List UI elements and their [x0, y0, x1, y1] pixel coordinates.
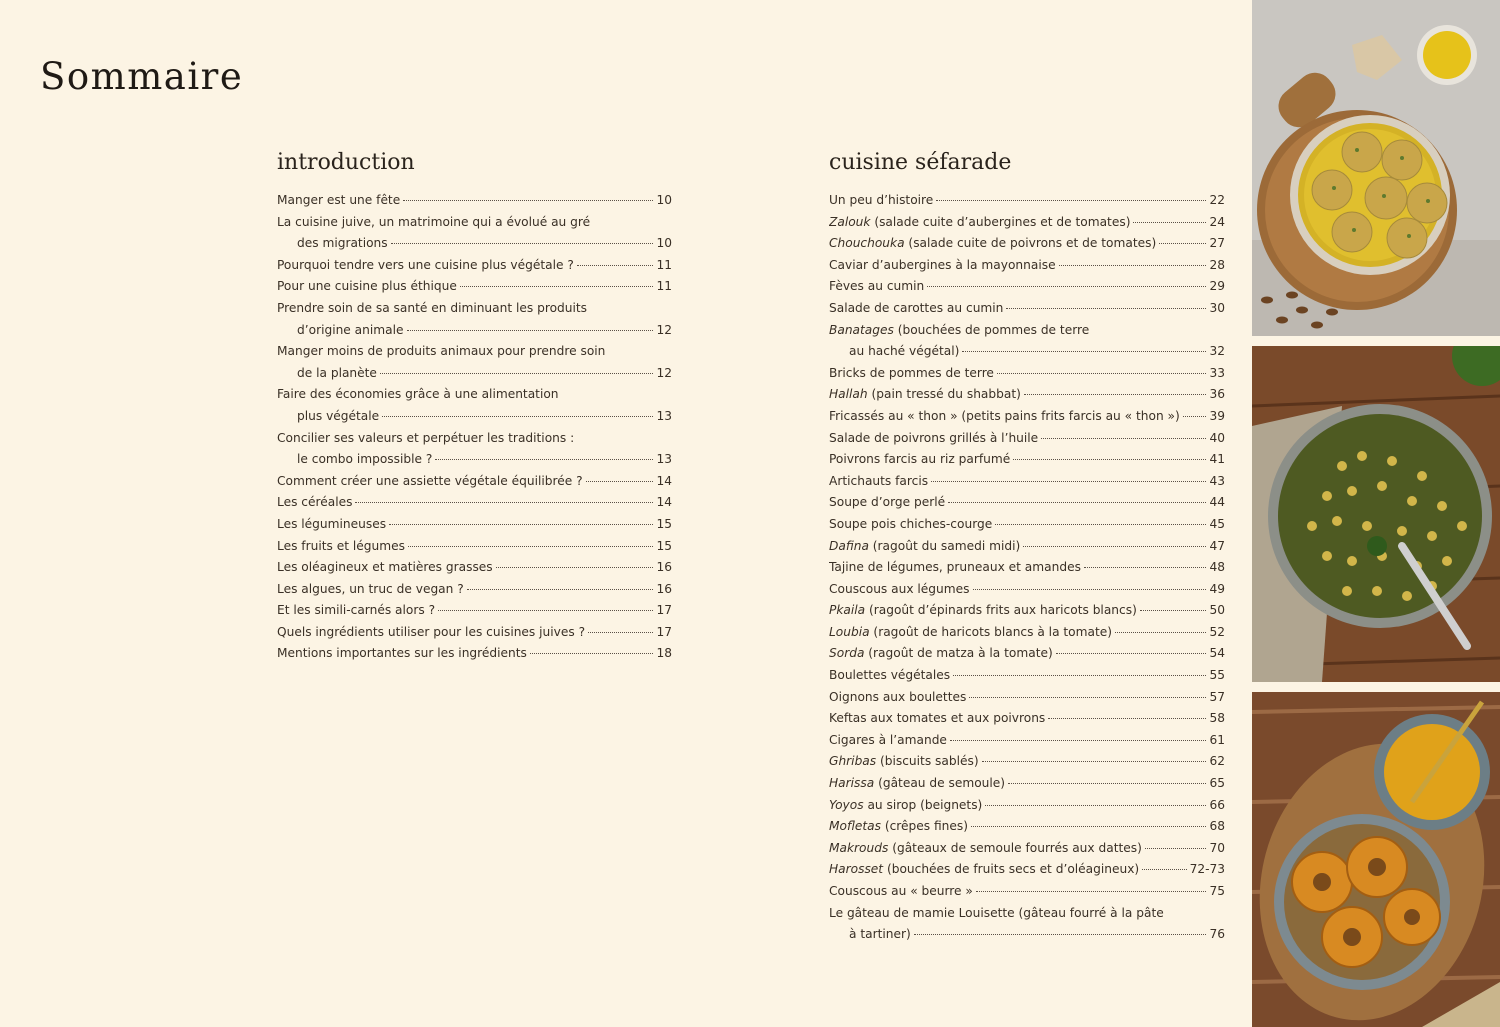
dot-leader: [1084, 567, 1207, 568]
entry-title-text: Soupe pois chiches-courge: [829, 516, 993, 531]
entry-title: [829, 579, 970, 601]
entry-title: [277, 341, 605, 363]
entry-page-number: 65: [1209, 776, 1225, 791]
entry-title-text: Boulettes végétales: [829, 668, 951, 683]
sefarade-entry: [829, 492, 1225, 514]
entry-title-text: Couscous au « beurre »: [829, 884, 973, 898]
entry-title-text: Bricks de pommes de terre: [829, 365, 994, 380]
dot-leader: [1140, 610, 1207, 611]
dot-leader: [403, 200, 653, 201]
introduction-entry: [277, 643, 672, 665]
entry-title: [829, 730, 947, 752]
entry-title-text: Soupe d’orge perlé: [829, 495, 946, 510]
entry-page-number: 52: [1209, 624, 1225, 639]
dot-leader: [953, 675, 1206, 676]
entry-title: [829, 903, 1164, 925]
entry-title: [277, 600, 435, 622]
entry-page-number: 14: [656, 473, 672, 488]
entry-page-number: 27: [1209, 236, 1225, 251]
entry-title-text: le combo impossible ?: [297, 452, 433, 467]
entry-title-text: (ragoût de haricots blancs à la tomate): [869, 624, 1113, 639]
entry-page-number: 13: [656, 408, 672, 423]
entry-page-number: 70: [1209, 840, 1225, 855]
dot-leader: [1159, 243, 1206, 244]
introduction-entry: [277, 492, 672, 514]
entry-title-text: Un peu d’histoire: [829, 193, 934, 207]
entry-title: [297, 320, 404, 342]
entry-title-text: Concilier ses valeurs et perpétuer les traditions :: [277, 430, 575, 445]
entry-title: [829, 643, 1053, 665]
entry-title: [829, 449, 1010, 471]
dot-leader: [969, 697, 1206, 698]
entry-title: [829, 276, 924, 298]
entry-page-number: 10: [656, 193, 672, 207]
entry-page-number: 28: [1209, 257, 1225, 272]
entry-page-number: 49: [1209, 581, 1225, 596]
sefarade-entry: [829, 903, 1225, 925]
dot-leader: [1145, 848, 1207, 849]
entry-title-italic: Yoyos: [829, 797, 864, 812]
entry-title-text: Fricassés au « thon » (petits pains frits farcis au « thon »): [829, 408, 1180, 423]
entry-page-number: 18: [656, 646, 672, 661]
sefarade-entry: [829, 449, 1225, 471]
entry-title: [829, 190, 933, 212]
entry-page-number: 41: [1209, 452, 1225, 467]
photo-yoyos: [1252, 692, 1500, 1027]
introduction-entry: [277, 514, 672, 536]
section-heading-introduction: introduction: [277, 150, 415, 175]
entry-page-number: 76: [1209, 927, 1225, 942]
entry-page-number: 62: [1209, 754, 1225, 769]
entry-title: [277, 492, 352, 514]
entry-title-italic: Harissa: [829, 776, 875, 791]
entry-page-number: 39: [1209, 408, 1225, 423]
entry-title-text: Caviar d’aubergines à la mayonnaise: [829, 257, 1056, 272]
entry-title-text: Les céréales: [277, 495, 353, 510]
dot-leader: [997, 373, 1207, 374]
entry-title: [277, 536, 405, 558]
entry-title-text: Manger moins de produits animaux pour prendre soin: [277, 344, 606, 359]
sefarade-section: [829, 148, 1225, 946]
entry-page-number: 72-73: [1189, 862, 1225, 877]
introduction-entry: [277, 212, 672, 234]
entry-title: [277, 276, 457, 298]
entry-page-number: 16: [656, 560, 672, 575]
entry-title-italic: Makrouds: [829, 840, 889, 855]
entry-title: [277, 384, 559, 406]
dot-leader: [467, 589, 654, 590]
entry-title: [277, 514, 386, 536]
entry-title-text: Pourquoi tendre vers une cuisine plus végétale ?: [277, 257, 574, 272]
entry-page-number: 50: [1209, 603, 1225, 618]
entry-title-text: Les légumineuses: [277, 516, 387, 531]
entry-page-number: 55: [1209, 668, 1225, 683]
dot-leader: [971, 826, 1206, 827]
entry-title-text: (bouchées de fruits secs et d’oléagineux): [883, 862, 1140, 877]
entry-title-text: Artichauts farcis: [829, 473, 929, 488]
dot-leader: [407, 330, 654, 331]
entry-title: [829, 320, 1089, 342]
dot-leader: [931, 481, 1206, 482]
entry-page-number: 22: [1209, 193, 1225, 207]
entry-title-italic: Zalouk: [829, 214, 871, 229]
photo-column: [1252, 0, 1500, 1027]
dot-leader: [1115, 632, 1206, 633]
entry-page-number: 29: [1209, 279, 1225, 294]
dot-leader: [948, 502, 1206, 503]
sefarade-entry: [829, 276, 1225, 298]
dot-leader: [962, 351, 1206, 352]
entry-page-number: 57: [1209, 689, 1225, 704]
dot-leader: [914, 934, 1207, 935]
dot-leader: [985, 805, 1206, 806]
entry-title-text: Tajine de légumes, pruneaux et amandes: [829, 560, 1081, 575]
entry-page-number: 24: [1209, 214, 1225, 229]
entry-title-italic: Sorda: [829, 646, 865, 661]
entry-page-number: 33: [1209, 365, 1225, 380]
introduction-entry: [277, 428, 672, 450]
entry-title-text: Mentions importantes sur les ingrédients: [277, 646, 527, 661]
entry-title: [829, 298, 1003, 320]
sefarade-entry: [829, 751, 1225, 773]
dot-leader: [1024, 394, 1207, 395]
dot-leader: [588, 632, 653, 633]
introduction-section: [277, 148, 672, 665]
dot-leader: [1006, 308, 1206, 309]
dot-leader: [530, 653, 654, 654]
dot-leader: [1023, 546, 1206, 547]
entry-title-text: plus végétale: [297, 408, 380, 423]
introduction-entry: [277, 276, 672, 298]
dot-leader: [391, 243, 654, 244]
entry-title: [829, 600, 1137, 622]
sefarade-entry: [829, 924, 1225, 946]
sefarade-entry: [829, 816, 1225, 838]
sefarade-entry: [829, 233, 1225, 255]
sefarade-entry: [829, 687, 1225, 709]
introduction-entry: [277, 255, 672, 277]
dot-leader: [1056, 653, 1207, 654]
entry-title: [829, 406, 1180, 428]
introduction-entry: [277, 536, 672, 558]
entry-title: [829, 212, 1130, 234]
entry-page-number: 15: [656, 538, 672, 553]
entry-title: [297, 449, 432, 471]
entry-title: [829, 255, 1056, 277]
entry-page-number: 30: [1209, 300, 1225, 315]
entry-title: [277, 643, 527, 665]
sefarade-entry: [829, 471, 1225, 493]
sefarade-entry: [829, 514, 1225, 536]
entry-page-number: 15: [656, 516, 672, 531]
entry-title-text: La cuisine juive, un matrimoine qui a évolué au gré: [277, 214, 591, 229]
dot-leader: [496, 567, 654, 568]
entry-title: [829, 428, 1038, 450]
entry-title-text: au haché végétal): [849, 344, 960, 359]
entry-page-number: 10: [656, 236, 672, 251]
introduction-entry: [277, 190, 672, 212]
entry-title-text: (pain tressé du shabbat): [867, 387, 1021, 402]
entry-page-number: 58: [1209, 711, 1225, 726]
entry-title: [829, 536, 1020, 558]
sefarade-entry: [829, 298, 1225, 320]
dot-leader: [577, 265, 654, 266]
entry-title-text: Quels ingrédients utiliser pour les cuisines juives ?: [277, 624, 586, 639]
entry-title-italic: Harosset: [829, 862, 884, 877]
sefarade-entry: [829, 384, 1225, 406]
entry-title-text: Salade de carottes au cumin: [829, 300, 1004, 315]
entry-title: [829, 838, 1142, 860]
entry-page-number: 17: [656, 603, 672, 618]
entry-title-text: Comment créer une assiette végétale équilibrée ?: [277, 473, 583, 488]
entry-title-text: Keftas aux tomates et aux poivrons: [829, 711, 1046, 726]
introduction-entry: [277, 449, 672, 471]
sefarade-entry: [829, 536, 1225, 558]
entry-title-text: (salade cuite de poivrons et de tomates): [904, 236, 1157, 251]
entry-title-text: à tartiner): [849, 927, 911, 942]
dot-leader: [1133, 222, 1206, 223]
entry-title-text: Fèves au cumin: [829, 279, 925, 294]
entry-page-number: 66: [1209, 797, 1225, 812]
sefarade-entry: [829, 212, 1225, 234]
dot-leader: [1142, 869, 1186, 870]
entry-title: [829, 233, 1156, 255]
entry-page-number: 47: [1209, 538, 1225, 553]
sefarade-entry: [829, 255, 1225, 277]
entry-page-number: 44: [1209, 495, 1225, 510]
entry-page-number: 12: [656, 365, 672, 380]
entry-title-text: Les oléagineux et matières grasses: [277, 560, 493, 575]
entry-page-number: 32: [1209, 344, 1225, 359]
dot-leader: [1183, 416, 1207, 417]
entry-title-italic: Hallah: [829, 387, 868, 402]
entry-title-text: Faire des économies grâce à une alimentation: [277, 387, 559, 402]
entry-title: [829, 622, 1112, 644]
entry-title-text: (ragoût du samedi midi): [868, 538, 1021, 553]
dot-leader: [382, 416, 653, 417]
entry-title: [829, 751, 979, 773]
entry-title: [829, 859, 1139, 881]
entry-title: [297, 406, 379, 428]
sefarade-entry: [829, 838, 1225, 860]
entry-title: [829, 773, 1005, 795]
sefarade-entry: [829, 341, 1225, 363]
entry-title: [829, 881, 973, 903]
entry-page-number: 36: [1209, 387, 1225, 402]
sefarade-entry: [829, 730, 1225, 752]
entry-title: [277, 255, 574, 277]
sefarade-entry: [829, 428, 1225, 450]
dot-leader: [950, 740, 1207, 741]
entry-title-text: Manger est une fête: [277, 193, 401, 207]
entry-title-text: Poivrons farcis au riz parfumé: [829, 452, 1011, 467]
entry-title: [297, 363, 377, 385]
entry-title: [277, 579, 464, 601]
photo-pkaila: [1252, 346, 1500, 682]
sefarade-entry: [829, 665, 1225, 687]
entry-title-text: de la planète: [297, 365, 377, 380]
page-title: Sommaire: [40, 54, 244, 98]
entry-title-text: (salade cuite d’aubergines et de tomates): [870, 214, 1131, 229]
entry-title-text: Les algues, un truc de vegan ?: [277, 581, 464, 596]
dot-leader: [460, 286, 654, 287]
photo-boulettes: [1252, 0, 1500, 336]
introduction-entry: [277, 622, 672, 644]
entry-title-italic: Ghribas: [829, 754, 877, 769]
entry-title: [277, 471, 583, 493]
entry-title-text: (bouchées de pommes de terre: [893, 322, 1090, 337]
dot-leader: [380, 373, 654, 374]
introduction-entry: [277, 363, 672, 385]
entry-title: [829, 471, 928, 493]
dot-leader: [936, 200, 1206, 201]
sefarade-entry: [829, 600, 1225, 622]
entry-title: [829, 384, 1021, 406]
dot-leader: [927, 286, 1206, 287]
entry-page-number: 54: [1209, 646, 1225, 661]
section-heading-sefarade: cuisine séfarade: [829, 150, 1012, 175]
entry-title-text: (ragoût de matza à la tomate): [864, 646, 1053, 661]
entry-title: [829, 514, 992, 536]
sefarade-entry: [829, 320, 1225, 342]
entry-title-text: Les fruits et légumes: [277, 538, 405, 553]
sefarade-entry: [829, 773, 1225, 795]
sefarade-entry: [829, 406, 1225, 428]
dot-leader: [973, 589, 1207, 590]
dot-leader: [1059, 265, 1207, 266]
dot-leader: [355, 502, 653, 503]
entry-title-text: des migrations: [297, 236, 388, 251]
entry-title: [849, 924, 911, 946]
entry-title: [277, 212, 590, 234]
introduction-entry: [277, 579, 672, 601]
entry-title-italic: Chouchouka: [829, 236, 905, 251]
dot-leader: [1013, 459, 1206, 460]
entry-page-number: 48: [1209, 560, 1225, 575]
entry-page-number: 61: [1209, 732, 1225, 747]
entry-title-text: au sirop (beignets): [863, 797, 983, 812]
sefarade-entry: [829, 643, 1225, 665]
entry-title: [829, 795, 982, 817]
entry-title-italic: Loubia: [829, 624, 870, 639]
entry-page-number: 40: [1209, 430, 1225, 445]
sefarade-entry: [829, 190, 1225, 212]
entry-page-number: 68: [1209, 819, 1225, 834]
entry-title: [829, 557, 1081, 579]
entry-page-number: 11: [656, 279, 672, 294]
entry-title: [849, 341, 959, 363]
introduction-entry: [277, 471, 672, 493]
dot-leader: [995, 524, 1206, 525]
entry-title-text: Pour une cuisine plus éthique: [277, 279, 457, 294]
sefarade-toc-list: [829, 190, 1225, 946]
dot-leader: [1048, 718, 1206, 719]
entry-title-text: (gâteaux de semoule fourrés aux dattes): [888, 840, 1142, 855]
sefarade-entry: [829, 708, 1225, 730]
entry-title: [277, 428, 574, 450]
dot-leader: [389, 524, 653, 525]
entry-title: [829, 363, 994, 385]
entry-title: [277, 298, 587, 320]
sefarade-entry: [829, 579, 1225, 601]
entry-title-italic: Dafina: [829, 538, 869, 553]
sefarade-entry: [829, 881, 1225, 903]
dot-leader: [1008, 783, 1206, 784]
sefarade-entry: [829, 622, 1225, 644]
entry-page-number: 13: [656, 452, 672, 467]
entry-title: [829, 708, 1045, 730]
entry-title-text: d’origine animale: [297, 322, 404, 337]
entry-title-text: Cigares à l’amande: [829, 732, 947, 747]
sefarade-entry: [829, 557, 1225, 579]
entry-title: [829, 816, 968, 838]
sefarade-entry: [829, 859, 1225, 881]
entry-page-number: 16: [656, 581, 672, 596]
introduction-entry: [277, 600, 672, 622]
entry-title-text: (ragoût d’épinards frits aux haricots blancs): [865, 603, 1137, 618]
entry-title-text: Et les simili-carnés alors ?: [277, 603, 436, 618]
dot-leader: [982, 761, 1207, 762]
dot-leader: [408, 546, 654, 547]
sefarade-entry: [829, 795, 1225, 817]
dot-leader: [438, 610, 653, 611]
entry-title-text: (gâteau de semoule): [874, 776, 1006, 791]
introduction-entry: [277, 341, 672, 363]
sefarade-entry: [829, 363, 1225, 385]
entry-page-number: 43: [1209, 473, 1225, 488]
entry-title-text: Salade de poivrons grillés à l’huile: [829, 430, 1039, 445]
entry-page-number: 45: [1209, 516, 1225, 531]
introduction-toc-list: [277, 190, 672, 665]
entry-title: [277, 557, 493, 579]
introduction-entry: [277, 320, 672, 342]
entry-page-number: 14: [656, 495, 672, 510]
entry-title-text: Le gâteau de mamie Louisette (gâteau fourré à la pâte: [829, 905, 1164, 920]
entry-title: [829, 687, 966, 709]
entry-title-text: Couscous aux légumes: [829, 581, 970, 596]
entry-page-number: 17: [656, 624, 672, 639]
entry-page-number: 11: [656, 257, 672, 272]
entry-title-italic: Banatages: [829, 322, 894, 337]
entry-title-text: Oignons aux boulettes: [829, 689, 967, 704]
entry-page-number: 75: [1209, 884, 1225, 898]
introduction-entry: [277, 298, 672, 320]
introduction-entry: [277, 384, 672, 406]
dot-leader: [976, 891, 1207, 892]
dot-leader: [1041, 438, 1206, 439]
entry-title: [829, 665, 950, 687]
entry-title-text: Prendre soin de sa santé en diminuant les produits: [277, 300, 588, 315]
entry-title: [277, 190, 400, 212]
entry-title-text: (biscuits sablés): [876, 754, 979, 769]
entry-title-italic: Mofletas: [829, 819, 881, 834]
entry-title: [297, 233, 388, 255]
dot-leader: [586, 481, 654, 482]
introduction-entry: [277, 233, 672, 255]
dot-leader: [435, 459, 653, 460]
introduction-entry: [277, 557, 672, 579]
introduction-entry: [277, 406, 672, 428]
entry-title-text: (crêpes fines): [880, 819, 968, 834]
entry-title: [277, 622, 585, 644]
entry-title-italic: Pkaila: [829, 603, 866, 618]
entry-page-number: 12: [656, 322, 672, 337]
entry-title: [829, 492, 945, 514]
